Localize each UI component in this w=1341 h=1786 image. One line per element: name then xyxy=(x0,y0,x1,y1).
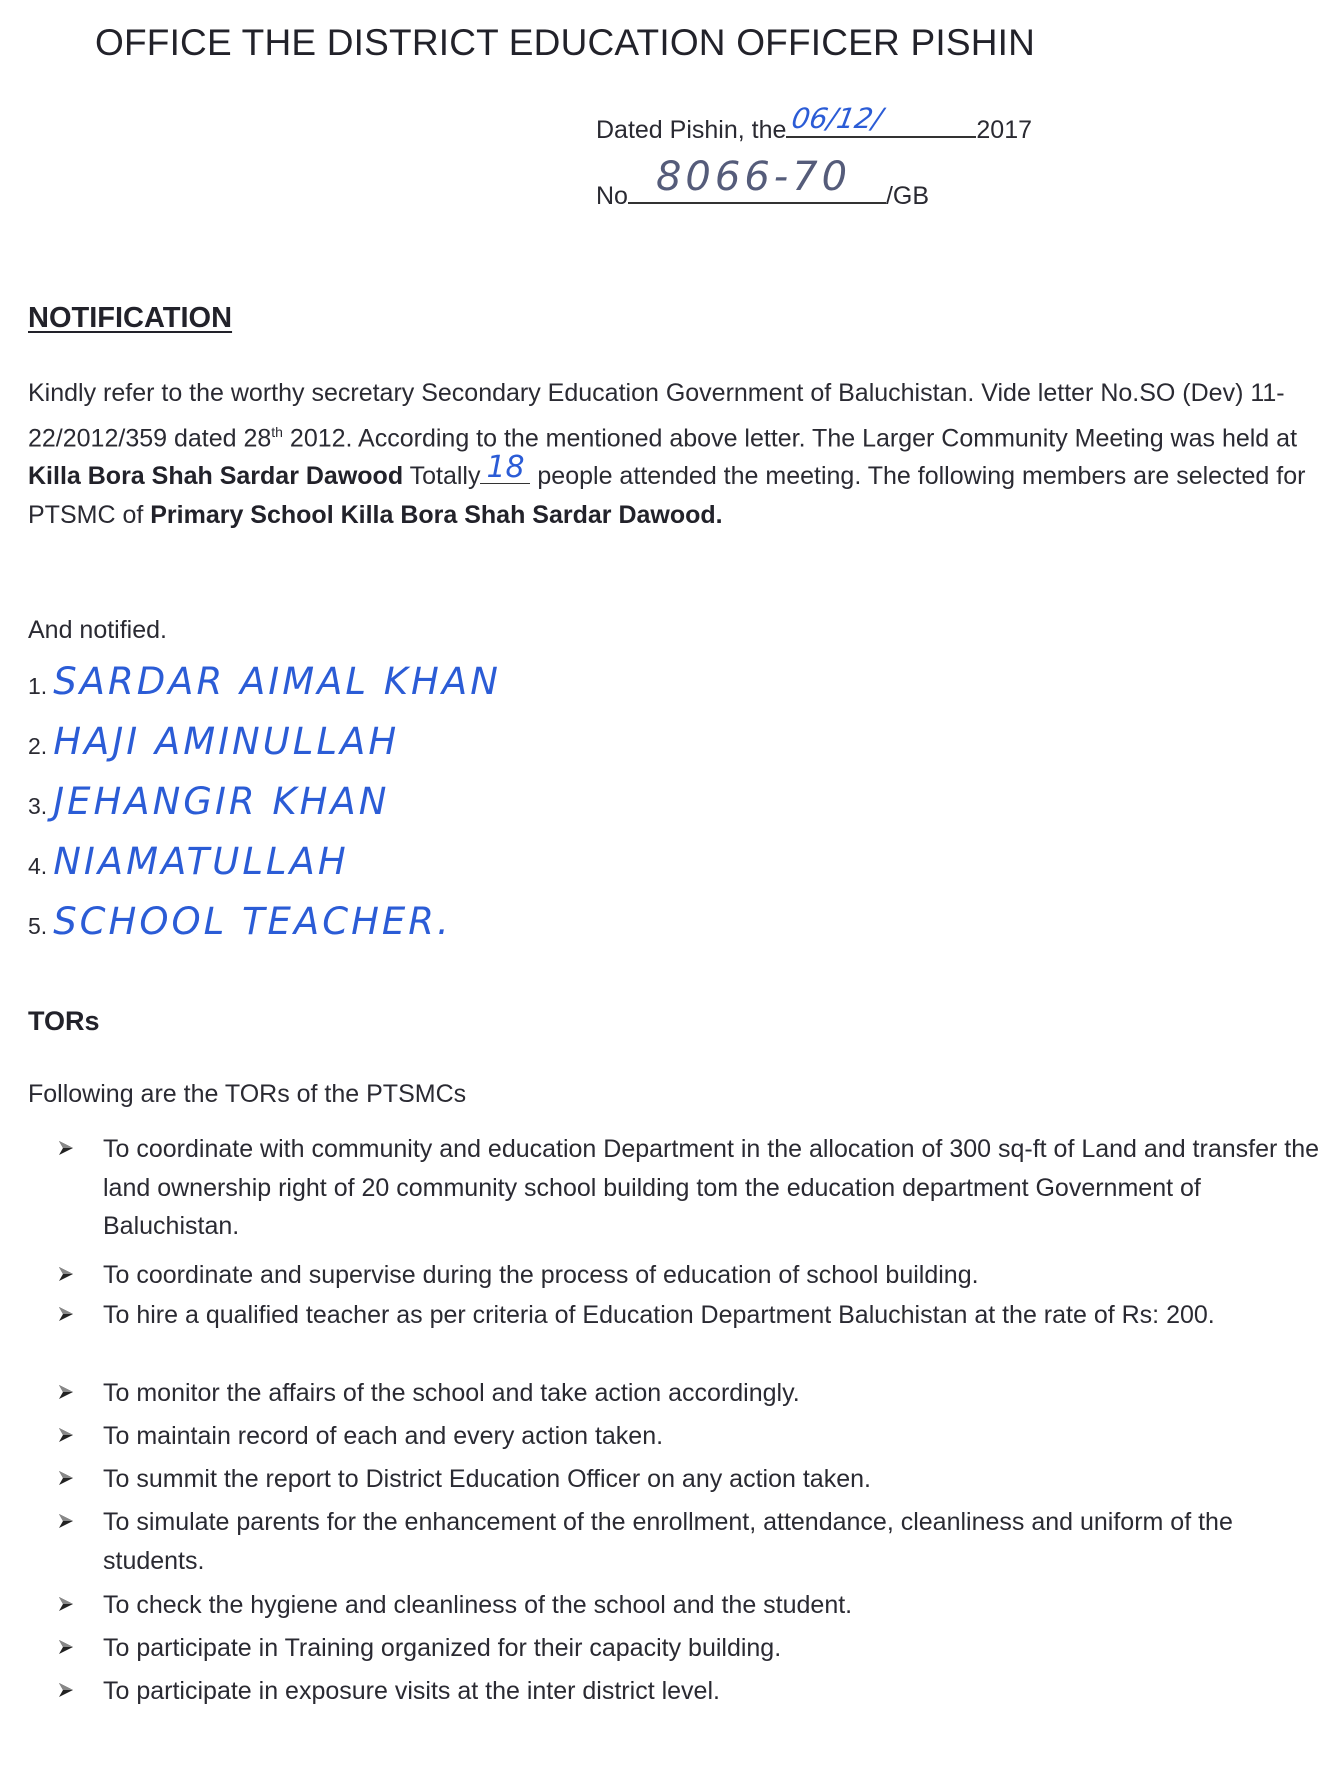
notification-heading: NOTIFICATION xyxy=(28,302,233,334)
tor-text: To coordinate with community and education Department in the allocation of 300 sq-ft of Land and transfer the land ownership right of 20 community school building tom the education department Government of Baluchistan. xyxy=(103,1135,1320,1240)
tor-item xyxy=(55,1130,1335,1246)
member-item xyxy=(28,660,501,703)
ordinal-suffix: th xyxy=(271,423,283,440)
tor-text: To check the hygiene and cleanliness of the school and the student. xyxy=(103,1591,853,1619)
arrowhead-bullet-icon xyxy=(58,1596,74,1612)
member-number: 4. xyxy=(28,853,48,879)
member-item xyxy=(28,900,452,943)
tor-text: To coordinate and supervise during the process of education of school building. xyxy=(103,1261,979,1289)
tor-item xyxy=(55,1417,1335,1456)
number-label: No xyxy=(596,182,628,210)
tor-item xyxy=(55,1503,1335,1580)
member-name: SARDAR AIMAL KHAN xyxy=(53,660,501,703)
dated-year: 2017 xyxy=(976,116,1033,144)
member-number: 1. xyxy=(28,673,48,699)
tor-text: To maintain record of each and every action taken. xyxy=(103,1422,664,1450)
tor-text: To summit the report to District Education Officer on any action taken. xyxy=(103,1465,871,1493)
paragraph-text-cont: 2012. According to the mentioned above letter. The Larger Community Meeting was held at xyxy=(282,423,1298,452)
paragraph-text: Kindly refer to the worthy secretary Secondary Education Government of Baluchistan. Vide letter No.SO (Dev) 11-22/2012/359 dated 28 xyxy=(28,379,1285,452)
tor-item xyxy=(55,1629,1335,1668)
handwritten-date: 06/12/ xyxy=(789,102,886,135)
member-name: HAJI AMINULLAH xyxy=(53,720,400,763)
dated-label: Dated Pishin, the xyxy=(596,116,787,144)
tors-intro: Following are the TORs of the PTSMCs xyxy=(28,1080,467,1108)
member-number: 5. xyxy=(28,913,48,939)
attendees-blank xyxy=(480,450,530,486)
date-blank xyxy=(786,102,976,138)
number-suffix: /GB xyxy=(885,182,930,210)
notification-paragraph xyxy=(28,374,1328,534)
tor-item xyxy=(55,1586,1335,1625)
member-name: JEHANGIR KHAN xyxy=(53,780,390,823)
tor-item xyxy=(55,1672,1335,1711)
and-notified: And notified. xyxy=(28,616,167,644)
totally-label: Totally xyxy=(403,462,481,491)
meeting-place: Killa Bora Shah Sardar Dawood xyxy=(28,462,404,491)
member-item xyxy=(28,720,399,763)
tor-item xyxy=(55,1460,1335,1499)
paragraph-text-people: people attended the meeting. The following members are selected for PTSMC of xyxy=(28,462,1306,529)
arrowhead-bullet-icon xyxy=(58,1140,74,1156)
arrowhead-bullet-icon xyxy=(58,1427,74,1443)
member-name: NIAMATULLAH xyxy=(53,840,349,883)
tor-text: To participate in exposure visits at the inter district level. xyxy=(103,1677,720,1705)
tor-item xyxy=(55,1374,1335,1413)
number-blank xyxy=(628,154,886,204)
dated-line xyxy=(596,102,1033,145)
member-number: 2. xyxy=(28,733,48,759)
arrowhead-bullet-icon xyxy=(58,1266,74,1282)
tor-text: To participate in Training organized for their capacity building. xyxy=(103,1634,782,1662)
tor-text: To monitor the affairs of the school and take action accordingly. xyxy=(103,1379,800,1407)
member-number: 3. xyxy=(28,793,48,819)
arrowhead-bullet-icon xyxy=(58,1513,74,1529)
handwritten-number: 8066-70 xyxy=(655,154,852,200)
tor-text: To simulate parents for the enhancement of the enrollment, attendance, cleanliness and uniform of the students. xyxy=(103,1508,1233,1575)
arrowhead-bullet-icon xyxy=(58,1682,74,1698)
member-name: SCHOOL TEACHER. xyxy=(53,900,452,943)
arrowhead-bullet-icon xyxy=(58,1384,74,1400)
tors-heading: TORs xyxy=(28,1006,100,1036)
arrowhead-bullet-icon xyxy=(58,1306,74,1322)
school-name: Primary School Killa Bora Shah Sardar Dawood. xyxy=(150,500,723,529)
member-item xyxy=(28,780,389,823)
member-item xyxy=(28,840,349,883)
arrowhead-bullet-icon xyxy=(58,1639,74,1655)
attendees-count: 18 xyxy=(486,450,525,486)
office-title: OFFICE THE DISTRICT EDUCATION OFFICER PISHIN xyxy=(95,22,1036,63)
tor-text: To hire a qualified teacher as per criteria of Education Department Baluchistan at the rate of Rs: 200. xyxy=(103,1301,1215,1329)
arrowhead-bullet-icon xyxy=(58,1470,74,1486)
tor-item xyxy=(55,1256,1335,1295)
tor-item xyxy=(55,1296,1335,1335)
number-line xyxy=(596,154,930,211)
